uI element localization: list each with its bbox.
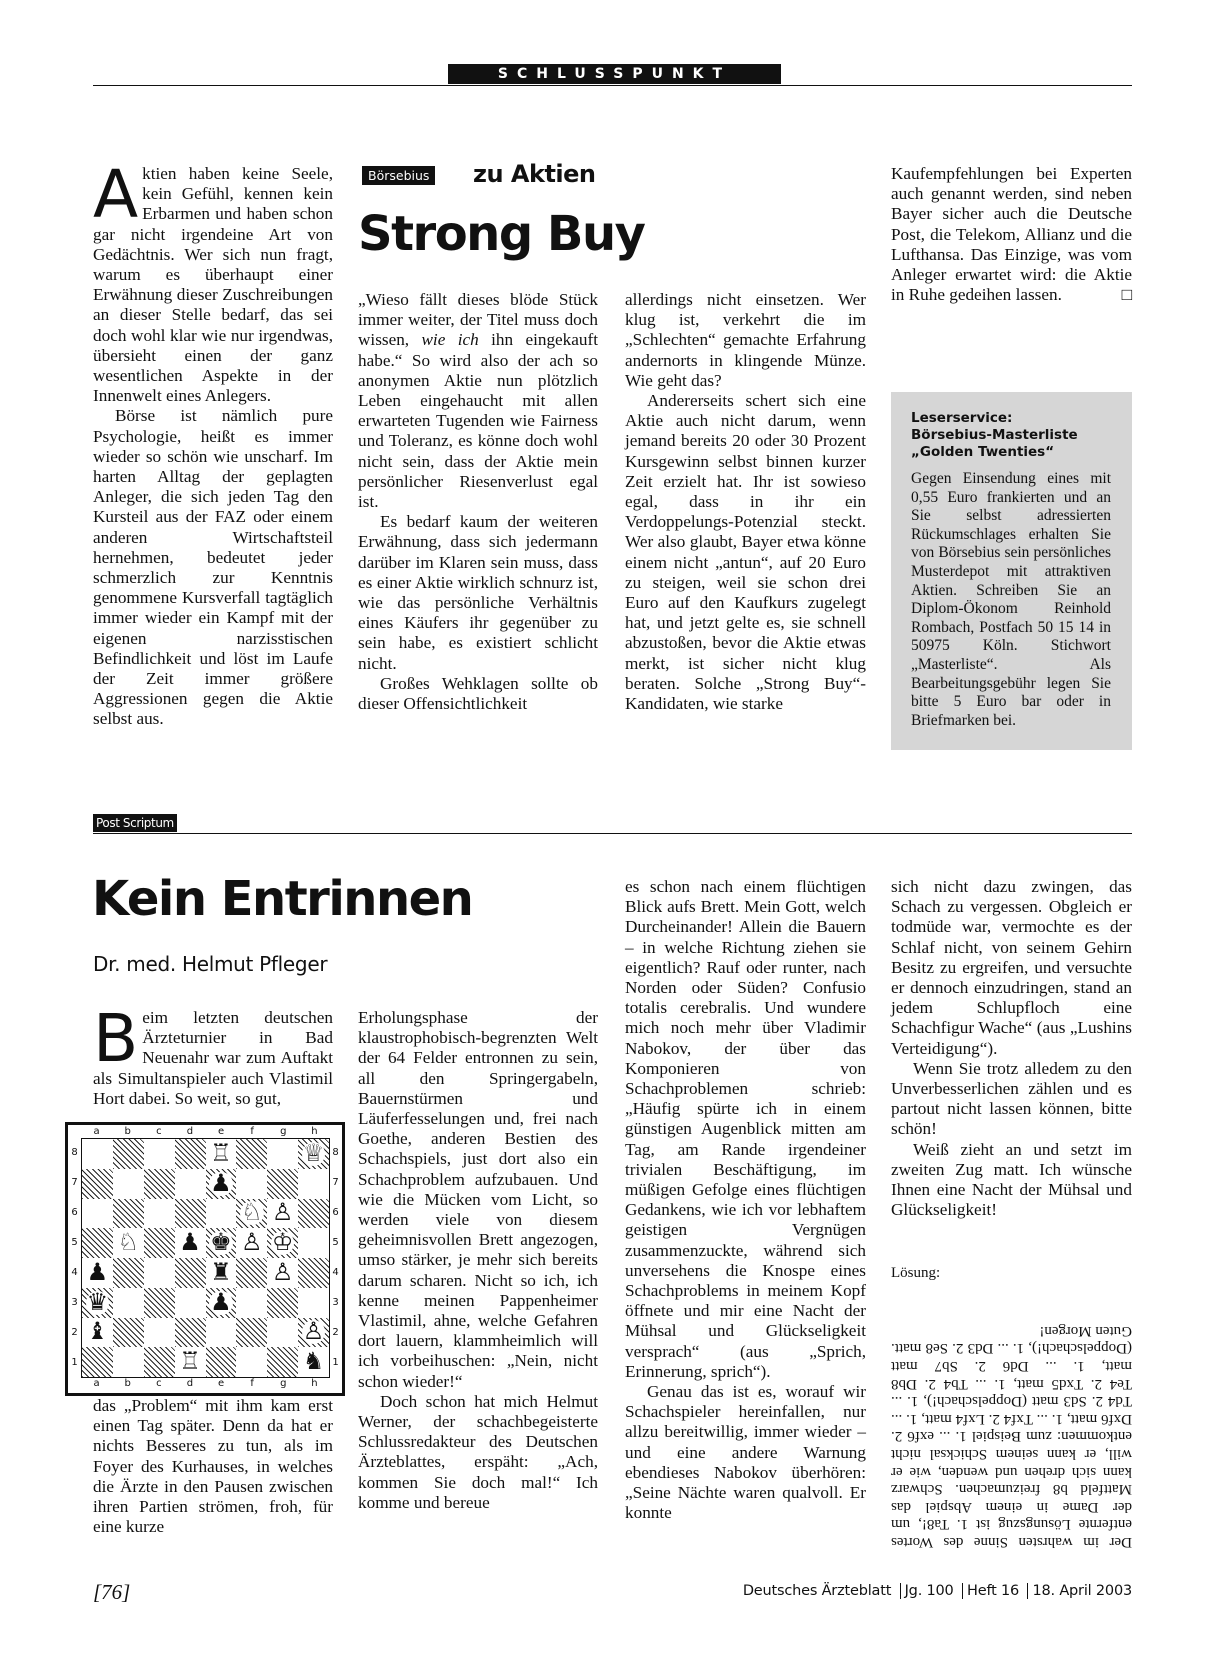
rank-label-1: 1 [332, 1356, 339, 1368]
square-g8 [267, 1139, 298, 1169]
square-f4 [236, 1258, 267, 1288]
square-f6 [236, 1199, 267, 1229]
square-c1 [144, 1347, 175, 1377]
square-g2 [267, 1318, 298, 1348]
article2-column-1-bottom [93, 1396, 333, 1537]
file-label-d: d [186, 1126, 194, 1137]
chess-piece-icon: ♜ [210, 1259, 232, 1286]
chess-piece-icon: ♖ [179, 1349, 201, 1376]
file-label-e: e [217, 1378, 225, 1389]
square-c7 [144, 1169, 175, 1199]
square-b2 [113, 1318, 144, 1348]
square-e6 [206, 1199, 237, 1229]
paragraph: Doch schon hat mich Helmut Werner, der schachbegeisterte Schlussredakteur des Deutschen Ärzteblattes, erspäht: „Ach, kommen Sie doch mal!“ Ich komme und bereue [358, 1391, 598, 1512]
article2-author: Dr. med. Helmut Pfleger [93, 952, 328, 976]
article1-column-2 [358, 290, 598, 714]
footer-citation [743, 1583, 1132, 1599]
leserservice-box [891, 392, 1132, 750]
dropcap: B [93, 1000, 139, 1077]
rank-label-6: 6 [332, 1207, 339, 1219]
article2-column-4 [891, 877, 1132, 1220]
file-label-h: h [311, 1126, 318, 1137]
journal-name: Deutsches Ärzteblatt [742, 1583, 892, 1599]
solution-label: Lösung: [891, 1265, 941, 1281]
chess-diagram [65, 1122, 345, 1396]
square-d2 [175, 1318, 206, 1348]
square-e5 [206, 1228, 237, 1258]
square-f1 [236, 1347, 267, 1377]
square-b7 [113, 1169, 144, 1199]
square-b8 [113, 1139, 144, 1169]
dropcap: A [93, 156, 139, 233]
article1-column-4 [891, 164, 1132, 305]
rank-label-2: 2 [332, 1326, 339, 1338]
article2-column-2 [358, 1008, 598, 1513]
rank-label-3: 3 [71, 1296, 78, 1308]
rank-label-6: 6 [71, 1207, 78, 1219]
page-number: [76] [93, 1580, 131, 1604]
square-c2 [144, 1318, 175, 1348]
chess-piece-icon: ♛ [86, 1289, 109, 1316]
chess-piece-icon: ♙ [241, 1230, 263, 1257]
square-h2 [298, 1318, 329, 1348]
rank-label-4: 4 [332, 1266, 339, 1278]
article2-kicker: Post Scriptum [93, 814, 177, 832]
square-d4 [175, 1258, 206, 1288]
article2-column-1-top [93, 1000, 333, 1109]
square-b1 [113, 1347, 144, 1377]
square-e1 [206, 1347, 237, 1377]
square-h7 [298, 1169, 329, 1199]
article1-column-3 [625, 290, 866, 714]
file-labels-bottom [81, 1378, 330, 1390]
square-h1 [298, 1347, 329, 1377]
square-g4 [267, 1258, 298, 1288]
square-a6 [82, 1199, 113, 1229]
square-f2 [236, 1318, 267, 1348]
file-label-h: h [311, 1378, 318, 1389]
paragraph: Andererseits schert sich eine Aktie auch nicht darum, wenn jemand bereits 20 oder 30 Prozent Kursgewinn selbst binnen kurzer Zeit erzielt hat. Ihr ist sowieso egal, dass in ihr ein Verdoppelungs-Potenzial steckt. Wer also glaubt, Bayer etwa könne einem nicht „antun“, auf 20 Euro zu steigen, weil sie schon drei Euro auf den Kaufkurs zugelegt hat, und jetzt gelte es, sie schnell abzustoßen, bevor die Aktie etwas merkt, ist sicher nicht klug beraten. Solche „Strong Buy“-Kandidaten, wie starke [625, 391, 866, 714]
file-labels-top [81, 1126, 330, 1138]
file-label-c: c [156, 1378, 162, 1389]
chess-piece-icon: ♚ [210, 1230, 232, 1257]
file-label-g: g [280, 1126, 287, 1137]
square-e4 [206, 1258, 237, 1288]
chess-piece-icon: ♝ [86, 1319, 109, 1346]
article2-column-3 [625, 877, 866, 1524]
square-h5 [298, 1228, 329, 1258]
square-a4 [82, 1258, 113, 1288]
square-g7 [267, 1169, 298, 1199]
square-d3 [175, 1288, 206, 1318]
paragraph: Börse ist nämlich pure Psychologie, heißt es immer wieder so schön wie unscharf. Im harten Alltag der geplagten Anleger, die sich jeden Tag den Kursteil aus der FAZ oder einem anderen Wirtschaftsteil hernehmen, bedeutet jeder schmerzlich zur Kenntnis genommene Kursverfall tagtäglich immer wieder ein Kampf mit der eigenen narzisstischen Befindlichkeit und löst im Laufe der Zeit immer größere Aggressionen gegen die Aktie selbst aus. [93, 406, 333, 729]
file-label-a: a [93, 1378, 100, 1389]
square-c4 [144, 1258, 175, 1288]
paragraph: Es bedarf kaum der weiteren Erwähnung, dass sich jedermann darüber im Klaren sein muss, dass es einer Aktie wirklich schnurz ist, wie das persönliche Verhältnis eines Käufers ihr gegenüber zu sein habe, es existiert schlicht nicht. [358, 512, 598, 673]
paragraph: „Wieso fällt dieses blöde Stück immer weiter, der Titel muss doch wissen, wie ich ihn eingekauft habe.“ So wird also der ach so anonymen Aktie nun plötzlich Leben eingehaucht mit allen erwarteten Tugenden wie Fairness und Toleranz, es könne doch wohl nicht sein, dass der Aktie mein persönlicher Riesenverlust egal ist. [358, 290, 598, 512]
square-h8 [298, 1139, 329, 1169]
square-d7 [175, 1169, 206, 1199]
square-a2 [82, 1318, 113, 1348]
rank-label-8: 8 [332, 1147, 339, 1159]
chess-piece-icon: ♟ [210, 1170, 232, 1197]
chess-piece-icon: ♔ [271, 1230, 294, 1257]
paragraph: Wenn Sie trotz alledem zu den Unverbesserlichen zählen und es partout nicht lassen können, bitte schön! [891, 1058, 1132, 1139]
file-label-f: f [250, 1126, 254, 1137]
square-e2 [206, 1318, 237, 1348]
paragraph: Weiß zieht an und setzt im zweiten Zug matt. Ich wünsche Ihnen eine Nacht der Mühsal und Glückseligkeit! [891, 1139, 1132, 1220]
paragraph: ktien haben keine Seele, kein Gefühl, kennen kein Erbarmen und haben schon gar nicht irgendeine Art von Gedächtnis. Wer sich nun fragt, warum es überhaupt einer Erwähnung dieser Zuschreibungen an dieser Stelle bedarf, das sei doch wohl klar wie nur irgendwas, übersieht einen der ganz wesentlichen Aspekte in der Innenwelt eines Anlegers. [93, 164, 333, 406]
header-rule [93, 85, 1132, 86]
square-h3 [298, 1288, 329, 1318]
rank-labels-right [330, 1138, 341, 1377]
square-a3 [82, 1288, 113, 1318]
paragraph: Genau das ist es, worauf wir Schachspieler hereinfallen, nur allzu bereitwillig, immer wieder – und eine andere Warnung ebendieses Nabokov überhören: „Seine Nächte waren qualvoll. Er konnte [625, 1382, 866, 1523]
rank-label-7: 7 [332, 1177, 339, 1189]
square-h4 [298, 1258, 329, 1288]
article2-rule [93, 833, 1132, 834]
square-b5 [113, 1228, 144, 1258]
chess-piece-icon: ♟ [210, 1289, 232, 1316]
square-a7 [82, 1169, 113, 1199]
file-label-f: f [250, 1378, 254, 1389]
paragraph: es schon nach einem flüchtigen Blick aufs Brett. Mein Gott, welch Durcheinander! Allein die Bauern – in welche Richtung ziehen sie eigentlich? Rauf oder runter, nach Norden oder Süden? Confusio totalis cerebralis. Und wundere mich noch mehr über Vladimir Nabokov, der über das Komponieren von Schachproblemen schrieb: „Häufig spürte ich in einem günstigen Augenblick mitten am Tag, am Rande irgendeiner trivialen Beschäftigung, im müßigen Gefolge eines flüchtigen Gedankens, wie ich vor lebhaftem geistigen Vergnügen zusammenzuckte, während sich unversehens die Knospe eines Schachproblems in meinem Kopf öffnete und mir eine Nacht der Mühsal und Glückseligkeit versprach“ (aus „Sprich, Erinnerung, sprich“). [625, 877, 866, 1381]
square-e8 [206, 1139, 237, 1169]
paragraph: das „Problem“ mit ihm kam erst einen Tag später. Denn da hat er nichts Besseres zu tun, als im Foyer des Kurhauses, in welches die Ärzte in den Pausen zwischen ihren Partien strömen, froh, für eine kurze [93, 1396, 333, 1537]
square-c6 [144, 1199, 175, 1229]
section-header-label: SCHLUSSPUNKT [497, 66, 732, 82]
article1-kicker: Börsebius [362, 166, 435, 185]
file-label-g: g [280, 1378, 287, 1389]
paragraph: Großes Wehklagen sollte ob dieser Offensichtlichkeit [358, 673, 598, 714]
square-d8 [175, 1139, 206, 1169]
article1-subtitle: zu Aktien [473, 160, 596, 188]
file-label-a: a [93, 1126, 100, 1137]
square-b4 [113, 1258, 144, 1288]
paragraph: allerdings nicht einsetzen. Wer klug ist, verkehrt die im „Schlechten“ gemachte Erfahrung andernorts in klingende Münze. Wie geht das? [625, 290, 866, 390]
rank-label-2: 2 [71, 1326, 78, 1338]
journal-date: 18. April 2003 [1032, 1583, 1132, 1599]
rank-label-7: 7 [71, 1177, 78, 1189]
square-b6 [113, 1199, 144, 1229]
file-label-c: c [156, 1126, 162, 1137]
square-c3 [144, 1288, 175, 1318]
paragraph: eim letzten deutschen Ärzteturnier in Bad Neuenahr war zum Auftakt als Simultanspieler auch Vlastimil Hort dabei. So weit, so gut, [93, 1008, 333, 1108]
rank-label-3: 3 [332, 1296, 339, 1308]
rank-label-5: 5 [71, 1237, 78, 1249]
square-f8 [236, 1139, 267, 1169]
square-d1 [175, 1347, 206, 1377]
square-f7 [236, 1169, 267, 1199]
rank-label-8: 8 [71, 1147, 78, 1159]
article1-column-1 [93, 156, 333, 730]
journal-volume: Jg. 100 [904, 1583, 954, 1599]
file-label-e: e [217, 1126, 225, 1137]
square-g1 [267, 1347, 298, 1377]
solution-text-upside-down: Der im wahrsten Sinne des Wortes entfernte Lösungszug ist 1. Ta8!, um der Dame in einem Abspiel das Mattfeld b8 freizumachen. Schwarz kann sich drehen und wenden, wie er will, er kann seinem Schicksal nicht entkommen: zum Beispiel 1. ... exf6 2. Dxf6 matt, 1. ... Txf4 2. Lxf4 matt, 1. ... Td4 2. Sd3 matt (Doppelschach!), 1. ... Te4 2. Txd5 matt, 1. ... Tb4 2. Db8 matt, 1. ... Dd6 2. Sb7 matt (Doppelschach!), 1. ... Dd3 2. Se8 matt. Guten Morgen! [891, 1322, 1132, 1550]
square-f5 [236, 1228, 267, 1258]
journal-issue: Heft 16 [967, 1583, 1020, 1599]
file-label-b: b [124, 1378, 131, 1389]
square-e3 [206, 1288, 237, 1318]
chess-piece-icon: ♖ [210, 1140, 232, 1167]
chess-piece-icon: ♕ [302, 1140, 325, 1167]
paragraph: Kaufempfehlungen bei Experten auch genannt werden, sind neben Bayer sicher auch die Deutsche Post, die Telekom, Allianz und die Lufthansa. Das Einzige, was vom Anleger erwartet wird: die Aktie in Ruhe gedeihen lassen. [891, 164, 1132, 305]
square-e7 [206, 1169, 237, 1199]
rank-label-4: 4 [71, 1266, 78, 1278]
square-a5 [82, 1228, 113, 1258]
paragraph: sich nicht dazu zwingen, das Schach zu vergessen. Obgleich er todmüde war, vermochte es der Schlaf nicht, von seinem Gehirn Besitz zu ergreifen, und versuchte er dennoch einzudringen, stand an jedem Schlupfloch eine Schachfigur Wache“ (aus „Lushins Verteidigung“). [891, 877, 1132, 1058]
square-g3 [267, 1288, 298, 1318]
article2-title: Kein Entrinnen [92, 871, 473, 927]
square-a1 [82, 1347, 113, 1377]
paragraph: Erholungsphase der klaustrophobisch-begrenzten Welt der 64 Felder entronnen zu sein, all den Springergabeln, Bauernstürmen und Läuferfesselungen und, frei nach Goethe, anderen Bestien des Schachspiels, just dort also ein Schachproblem aufzubauen. Und wie die Mücken vom Licht, so werden viele von diesem geheimnisvollen Brett angezogen, umso stärker, je mehr sich bereits darum scharen. Nicht so ich, ich kenne meinen Pappenheimer Vlastimil, ahne, welche Gefahren dort lauern, klammheimlich will ich vorbeihuschen: „Nein, nicht schon wieder!“ [358, 1008, 598, 1391]
chess-piece-icon: ♘ [117, 1230, 140, 1257]
square-g5 [267, 1228, 298, 1258]
chess-board [81, 1138, 330, 1378]
sidebar-heading: Leserservice: Börsebius-Masterliste „Golden Twenties“ [911, 410, 1078, 460]
rank-label-1: 1 [71, 1356, 78, 1368]
square-h6 [298, 1199, 329, 1229]
chess-piece-icon: ♙ [302, 1319, 325, 1346]
chess-piece-icon: ♙ [271, 1259, 294, 1286]
square-g6 [267, 1199, 298, 1229]
square-c5 [144, 1228, 175, 1258]
square-d6 [175, 1199, 206, 1229]
square-f3 [236, 1288, 267, 1318]
file-label-b: b [124, 1126, 131, 1137]
rank-labels-left [69, 1138, 80, 1377]
chess-piece-icon: ♟ [86, 1259, 109, 1286]
chess-piece-icon: ♞ [302, 1349, 325, 1376]
rank-label-5: 5 [332, 1237, 339, 1249]
article1-title: Strong Buy [358, 206, 645, 262]
chess-piece-icon: ♟ [179, 1230, 201, 1257]
square-c8 [144, 1139, 175, 1169]
square-b3 [113, 1288, 144, 1318]
square-d5 [175, 1228, 206, 1258]
chess-piece-icon: ♙ [271, 1200, 294, 1227]
chess-piece-icon: ♘ [241, 1200, 263, 1227]
sidebar-text: Gegen Einsendung eines mit 0,55 Euro frankierten und an Sie selbst adressierten Rückumschlages erhalten Sie von Börsebius sein persönliches Musterdepot mit attraktiven Aktien. Schreiben Sie an Diplom-Ökonom Reinhold Rombach, Postfach 50 15 14 in 50975 Köln. Stichwort „Masterliste“. Als Bearbeitungsgebühr legen Sie bitte 5 Euro bar oder in Briefmarken bei. [911, 470, 1111, 729]
square-a8 [82, 1139, 113, 1169]
end-mark: □ [1121, 285, 1132, 305]
file-label-d: d [186, 1378, 194, 1389]
